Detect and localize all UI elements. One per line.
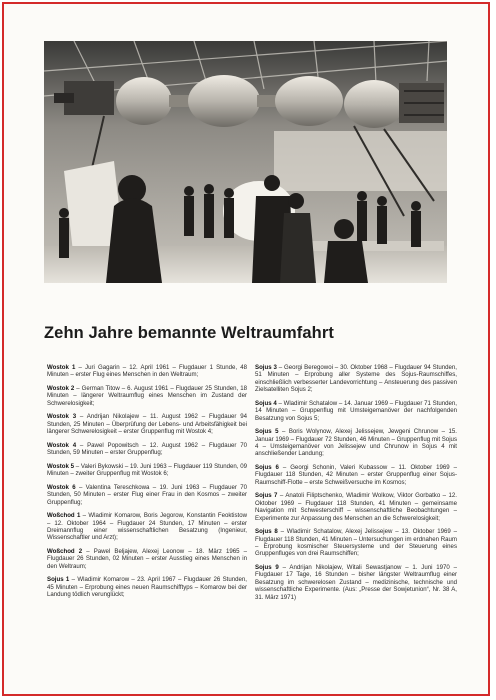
mission-name: Sojus 9 xyxy=(255,564,279,572)
mission-name: Sojus 6 xyxy=(255,464,279,472)
list-item xyxy=(47,512,247,542)
list-item xyxy=(47,484,247,506)
mission-details: – Wladimir Schatalow – 14. Januar 1969 – Flugdauer 71 Stunden, 14 Minuten – Gruppenflug mit Umsteigemanöver der nachfolgenden Besatzung von Sojus 5; xyxy=(255,399,457,422)
list-item xyxy=(255,428,457,458)
list-item xyxy=(47,413,247,435)
list-item xyxy=(47,576,247,598)
mission-details: – Georgi Schonin, Valeri Kubassow – 11. Oktober 1969 – Flugdauer 118 Stunden, 42 Minuten – erster Gruppenflug einer Sojus-Raumschiff-Flotte – erste Schweißversuche im Kosmos; xyxy=(255,464,457,486)
mission-name: Wostok 5 xyxy=(47,462,75,470)
mission-details: – Wladimir Schatalow, Alexej Jelissejew – 13. Oktober 1969 – Flugdauer 118 Stunden, 41 Minuten – Untersuchungen im erdnahen Raum – Erprobung kosmischer Steuersysteme und der Steuerung eines Gruppenfluges von drei Raumschiffen; xyxy=(255,528,457,558)
mission-name: Woßchod 1 xyxy=(47,512,81,520)
mission-details: – Boris Wolynow, Alexej Jelissejew, Jewgeni Chrunow – 15. Januar 1969 – Flugdauer 72 Stunden, 46 Minuten – Gruppenflug mit Sojus 4 – Umsteigemanöver von Jelissejew und Chrunow in Sojus 4 mit anschließender Landung; xyxy=(255,428,457,458)
mission-details: – Wladimir Komarow, Boris Jegorow, Konstantin Feoktistow – 12. Oktober 1964 – Flugdauer 24 Stunden, 17 Minuten – erster Dreimannflug einer wissenschaftlichen Besatzung (Ingenieur, Wissenschaftler und Arzt); xyxy=(47,512,247,542)
list-item xyxy=(255,564,457,601)
mission-name: Wostok 6 xyxy=(47,483,76,491)
mission-name: Sojus 7 xyxy=(255,492,278,500)
mission-name: Sojus 1 xyxy=(47,576,70,584)
space-exhibition-photo-icon xyxy=(44,41,447,283)
mission-name: Sojus 5 xyxy=(255,428,279,436)
mission-details: – Juri Gagarin – 12. April 1961 – Flugdauer 1 Stunde, 48 Minuten – erster Flug eines Menschen in den Weltraum; xyxy=(47,364,247,379)
document-page xyxy=(2,2,490,696)
mission-name: Sojus 4 xyxy=(255,399,277,407)
list-item xyxy=(255,364,457,394)
page-title: Zehn Jahre bemannte Weltraumfahrt xyxy=(44,324,334,342)
exhibition-photo xyxy=(44,41,447,283)
list-item xyxy=(255,528,457,558)
mission-name: Sojus 8 xyxy=(255,528,278,536)
right-column xyxy=(255,364,457,607)
list-item xyxy=(255,492,457,522)
mission-details: – German Titow – 6. August 1961 – Flugdauer 25 Stunden, 18 Minuten – längerer Weltraumflug eines Menschen im Zustand der Schwerelosigkeit; xyxy=(47,385,247,407)
mission-name: Wostok 1 xyxy=(47,364,76,371)
mission-details: – Georgi Beregowoi – 30. Oktober 1968 – Flugdauer 94 Stunden, 51 Minuten – Erprobung aller Systeme des Sojus-Raumschiffes, einschließlich verbesserter Landevorrichtung – Ansteuerung des passiven Zielsatelliten Sojus 2; xyxy=(255,364,457,394)
list-item xyxy=(255,464,457,486)
mission-details: – Valentina Tereschkowa – 19. Juni 1963 – Flugdauer 70 Stunden, 50 Minuten – erster Flug einer Frau in den Kosmos – zweiter Gruppenflug; xyxy=(47,483,247,506)
list-item xyxy=(47,548,247,570)
mission-details: – Wladimir Komarow – 23. April 1967 – Flugdauer 26 Stunden, 45 Minuten – Erprobung eines neuen Raumschifftyps – Komarow bei der Landung tödlich verunglückt; xyxy=(47,576,247,599)
mission-name: Wostok 2 xyxy=(47,385,75,392)
mission-details: – Pawel Popowitsch – 12. August 1962 – Flugdauer 70 Stunden, 59 Minuten – erster Gruppenflug; xyxy=(47,441,247,457)
list-item xyxy=(47,442,247,457)
mission-name: Wostok 3 xyxy=(47,413,77,421)
list-item xyxy=(255,400,457,422)
list-item xyxy=(47,463,247,478)
list-item xyxy=(47,385,247,407)
mission-details: – Andrijan Nikolajew, Witali Sewastjanow – 1. Juni 1970 – Flugdauer 17 Tage, 16 Stunden – bisher längster Weltraumflug einer Besatzung im schwerelosen Zustand – medizinische, technische und wissenschaftliche Experimente. (Aus: „Presse der Sowjetunion“, Nr. 38 A, 31. März 1971) xyxy=(255,564,457,601)
mission-details: – Anatoli Filiptschenko, Wladimir Wolkow, Viktor Gorbatko – 12. Oktober 1969 – Flugdauer 118 Stunden, 41 Minuten – gemeinsame Navigation mit Schwesterschiff – wissenschaftliche Beobachtungen – Experimente zur Anpassung des Menschen an die Schwerelosigkeit; xyxy=(255,492,457,522)
mission-name: Wostok 4 xyxy=(47,441,77,449)
mission-details: – Pawel Beljajew, Alexej Leonow – 18. März 1965 – Flugdauer 26 Stunden, 02 Minuten – erster Ausstieg eines Menschen in den Weltraum; xyxy=(47,548,247,570)
mission-details: – Valeri Bykowski – 19. Juni 1963 – Flugdauer 119 Stunden, 09 Minuten – zweiter Gruppenflug mit Wostok 6; xyxy=(47,462,247,478)
mission-details: – Andrijan Nikolajew – 11. August 1962 – Flugdauer 94 Stunden, 25 Minuten – Überprüfung der Lebens- und Arbeitsfähigkeit bei längerer Schwerelosigkeit – erster Gruppenflug mit Wostok 4; xyxy=(47,413,247,436)
mission-name: Sojus 3 xyxy=(255,364,277,371)
mission-name: Woßchod 2 xyxy=(47,548,83,556)
list-item xyxy=(47,364,247,379)
left-column xyxy=(47,364,247,605)
